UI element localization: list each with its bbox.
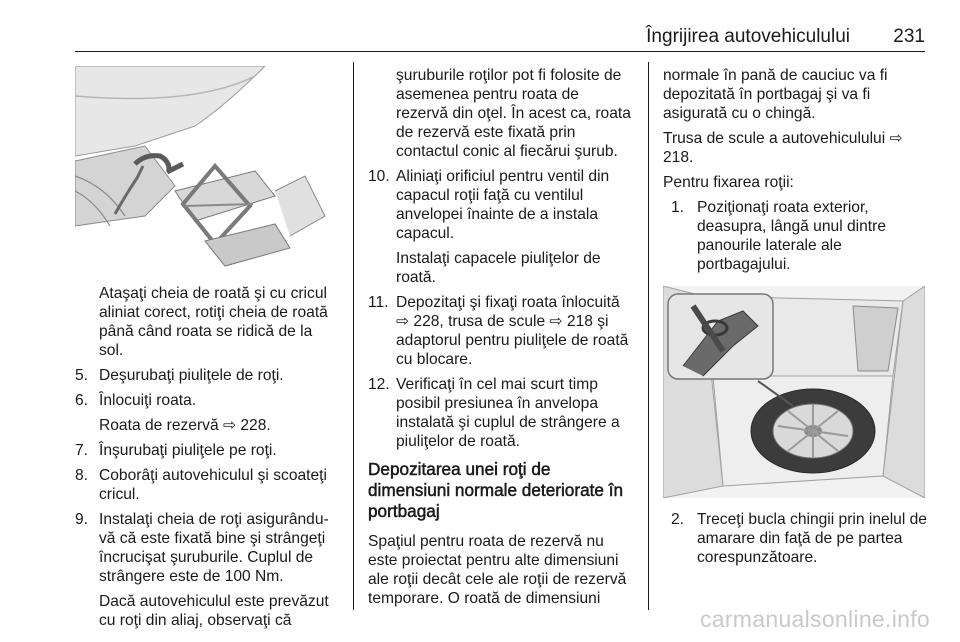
step-12 [368,375,634,451]
column-1 [75,66,340,636]
header-rule [75,51,925,52]
step-9-subtext: Dacă autovehiculul este prevăzut cu roţi din aliaj, observaţi că [99,593,329,629]
step-10-number: 10. [368,168,390,185]
jack-illustration [75,66,339,274]
column-3 [663,66,928,573]
column-divider-2 [648,62,649,610]
step-7 [75,441,340,460]
step-9-text: Instalaţi cheia de roţi asigurându-vă că este fixată bine şi strângeţi încrucişat şuruburile. Cuplul de strângere este de 100 Nm. [99,511,329,585]
step-5-number: 5. [75,367,89,384]
watermark: carmanualsonline.info [699,606,930,632]
section-paragraph: Spaţiul pentru roata de rezervă nu este proiectat pentru alte dimensiuni ale roţii decât cele ale roţii de rezervă temporare. O roată de dimensiuni [368,533,627,607]
step-5-text: Deşurubaţi piuliţele de roţi. [99,367,284,384]
header-title: Îngrijirea autovehiculului [646,26,850,47]
step-7-text: Înşurubaţi piuliţele pe roţi. [99,442,277,459]
step-9-number: 9. [75,511,89,528]
step-6-text: Înlocuiţi roata. [99,392,197,409]
fix-step-1-number: 1. [671,199,685,216]
fix-step-2 [671,510,928,567]
step-5 [75,366,340,385]
step-12-number: 12. [368,376,390,393]
jack-caption: Ataşaţi cheia de roată şi cu cricul aliniat corect, rotiţi cheia de roată până când roata se ridică de la sol. [99,285,328,359]
trunk-wheel-illustration [663,286,925,498]
step-9 [75,510,340,586]
section-heading: Depozitarea unei roţi de dimensiuni normale deteriorate în portbagaj [368,459,624,521]
step-10 [368,167,634,243]
step-11-text: Depozitaţi şi fixaţi roata înlocuită ⇨ 228, trusa de scule ⇨ 218 şi adaptorul pentru piuliţele de roată cu blocare. [396,294,629,368]
page-header [0,0,960,58]
step-11 [368,293,634,369]
step-11-number: 11. [368,294,389,311]
step-10-text: Aliniaţi orificiul pentru ventil din capacul roţii faţă cu ventilul anvelopei înainte de a instala capacul. [396,168,610,242]
step-8-text: Coborâţi autovehiculul şi scoateţi cricul. [99,467,327,503]
fix-step-1 [671,198,928,274]
page-number: 231 [893,26,925,47]
tool-kit-reference: Trusa de scule a autovehiculului ⇨ 218. [663,130,903,166]
step-7-number: 7. [75,442,89,459]
fix-step-1-text: Poziţionaţi roata exterior, deasupra, lângă unul dintre panourile laterale ale portbagajului. [697,199,886,273]
step-8-number: 8. [75,467,89,484]
fix-step-2-number: 2. [671,511,685,528]
step-10-subtext: Instalaţi capacele piuliţelor de roată. [396,250,601,286]
column-divider-1 [353,62,354,610]
fix-step-2-text: Treceţi bucla chingii prin inelul de amarare din faţă de pe partea corespunzătoare. [697,511,927,566]
step-6-number: 6. [75,392,89,409]
fixing-intro: Pentru fixarea roţii: [663,174,794,191]
paragraph-continuation: normale în pană de cauciuc va fi depozitată în portbagaj şi va fi asigurată cu o chingă. [663,67,888,122]
step-8 [75,466,340,504]
step-6-subtext: Roata de rezervă ⇨ 228. [99,417,271,434]
step-9-continuation: şuruburile roţilor pot fi folosite de asemenea pentru roata de rezervă din oţel. În acest ca, roata de rezervă este fixată prin contactul conic al fiecărui şurub. [396,67,631,160]
column-2 [368,66,634,614]
step-12-text: Verificaţi în cel mai scurt timp posibil presiunea în anvelopa instalată şi cuplul de strângere a piuliţelor de roată. [396,376,620,450]
step-6 [75,391,340,410]
